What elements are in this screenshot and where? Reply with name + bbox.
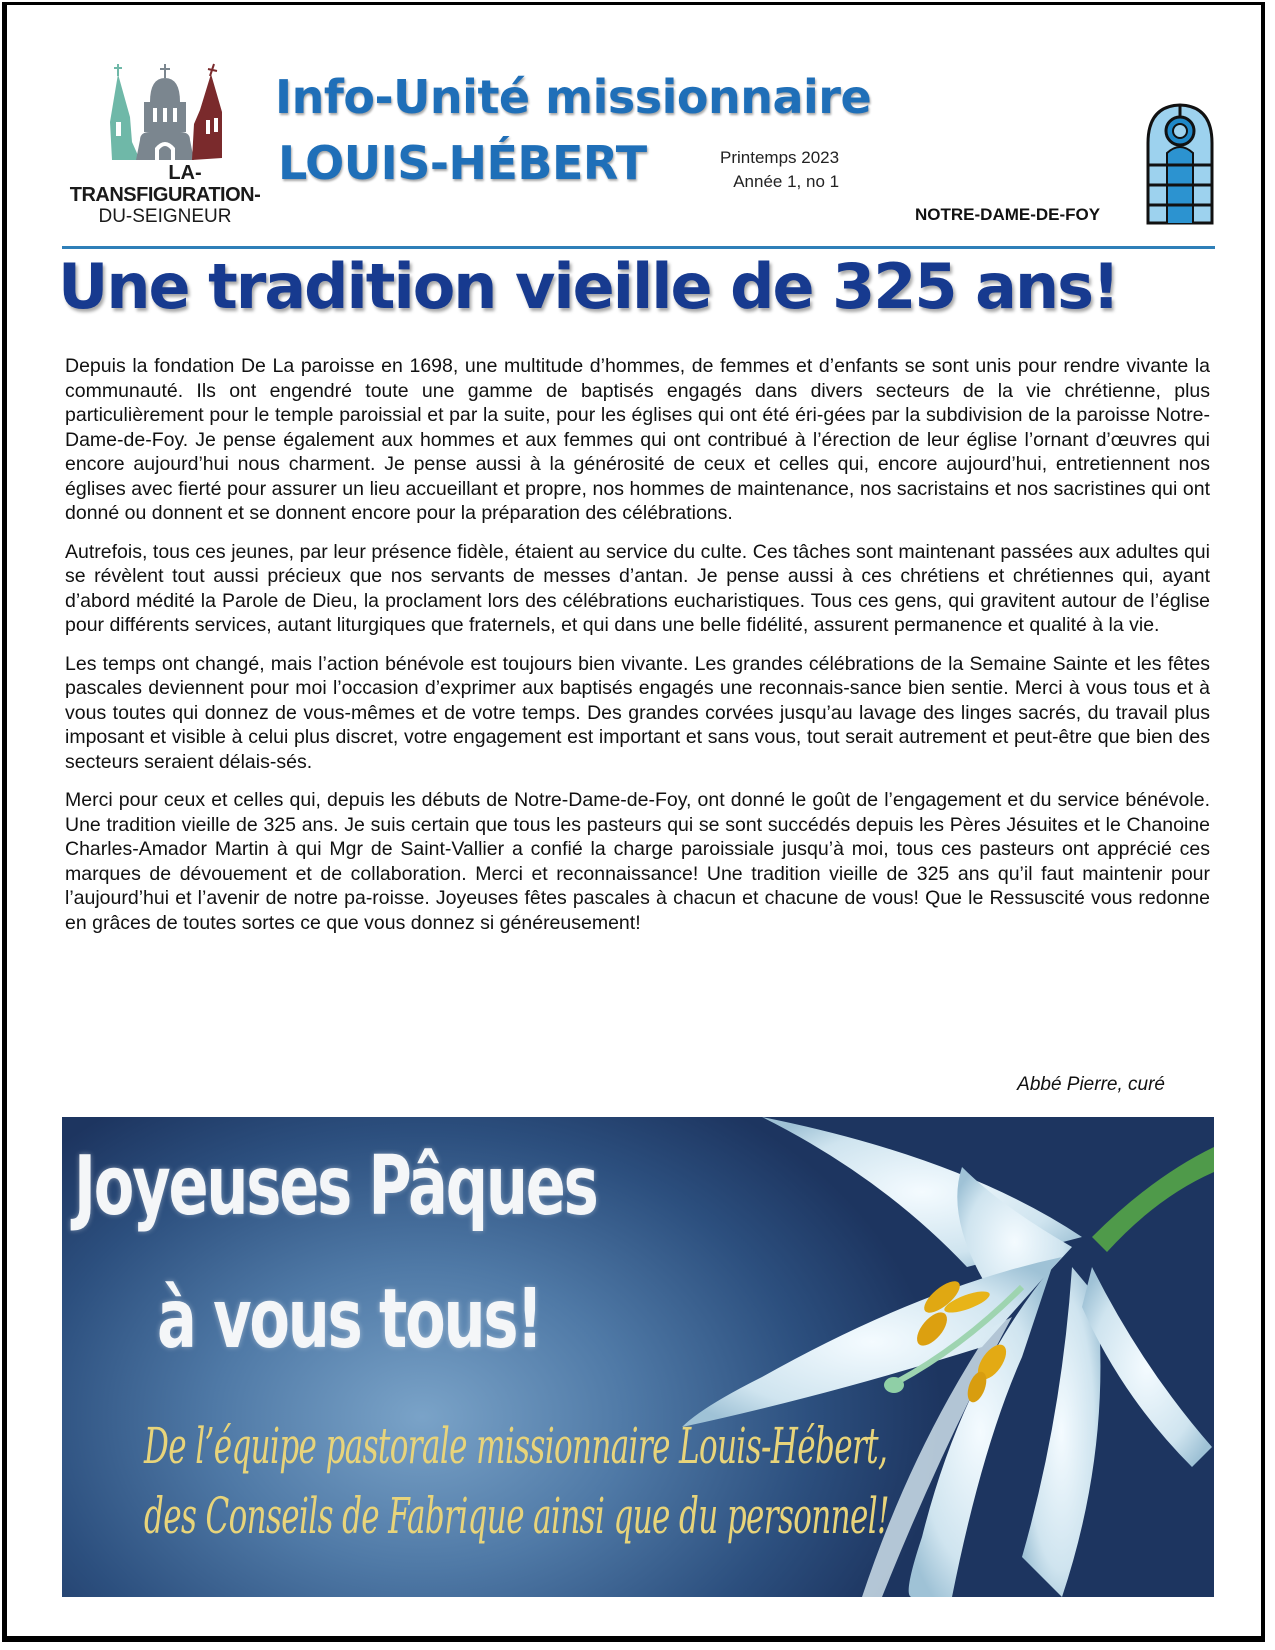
logo-line-3: DU-SEIGNEUR — [98, 206, 232, 227]
article-paragraph: Autrefois, tous ces jeunes, par leur présence fidèle, étaient au service du culte. Ces tâches sont maintenant passées aux adultes qui se révèlent tout aussi précieux que nos servants de messes d’antan. Je pense aussi à ces chrétiens et chrétiennes qui, ayant d’abord médité la Parole de Dieu, la proclament lors des célébrations eucharistiques. Tous ces gens, qui gravitent autour de l’église pour différents services, autant liturgiques que fraternels, et qui dans une belle fidélité, assurent permanence et qualité à la vie. — [65, 540, 1210, 636]
article-paragraph: Merci pour ceux et celles qui, depuis les débuts de Notre-Dame-de-Foy, ont donné le goût de l’engagement et du service bénévole. Une tradition vieille de 325 ans. Je suis certain que tous les pasteurs qui se sont succédés depuis les Pères Jésuites et le Chanoine Charles-Amador Martin à qui Mgr de Saint-Vallier a confié la charge paroissiale jusqu’à moi, tous ces pasteurs ont apprécié ces marques de dévouement et de collaboration. Merci et reconnaissance! Une tradition vieille de 325 ans qu’il faut maintenir pour l’aujourd’hui et l’avenir de notre pa-roisse. Joyeuses fêtes pascales à chacun et chacune de vous! Que le Ressuscité vous redonne en grâces de toutes sortes ce que vous donnez si généreusement! — [65, 789, 1210, 934]
logo-line-2: TRANSFIGURATION- — [69, 184, 261, 206]
easter-banner — [62, 1117, 1214, 1597]
article-body — [65, 354, 1210, 949]
logo-line-1: LA- — [168, 162, 202, 184]
banner-signoff-line-2: des Conseils de Fabrique ainsi que du personnel! — [144, 1487, 889, 1545]
article-signature: Abbé Pierre, curé — [1017, 1074, 1165, 1095]
article-paragraph: Depuis la fondation De La paroisse en 1698, une multitude d’hommes, de femmes et d’enfants se sont unis pour rendre vivante la communauté. Ils ont engendré toute une gamme de baptisés engagés dans divers secteurs de la vie chrétienne, plus particulièrement pour le temple paroissial et par la suite, pour les églises qui ont été éri-gées par la subdivision de la paroisse Notre-Dame-de-Foy. Je pense également aux hommes et aux femmes qui ont contribué à l’érection de leur église l’ornant d’œuvres qui encore aujourd’hui nous charment. Je pense aussi à la générosité de ceux et celles qui, encore aujourd’hui, entretiennent nos églises avec fierté pour assurer un lieu accueillant et propre, nos hommes de maintenance, nos sacristains et nos sacristines qui ont donné ou donnent et se donnent encore pour la préparation des célébrations. — [65, 355, 1210, 524]
header-divider — [62, 246, 1215, 249]
parish-name: NOTRE-DAME-DE-FOY — [915, 205, 1101, 224]
banner-greeting-line-1: Joyeuses Pâques — [74, 1139, 597, 1234]
church-steeples-icon — [110, 62, 225, 172]
banner-greeting-line-2: à vous tous! — [157, 1272, 542, 1367]
issue-number: Année 1, no 1 — [733, 172, 840, 191]
stained-glass-window-icon — [1145, 103, 1215, 225]
newsletter-title-line-1: Info-Unité missionnaire — [275, 70, 872, 124]
transfiguration-logo — [55, 62, 275, 232]
article-headline: Une tradition vieille de 325 ans! — [58, 250, 1119, 323]
banner-signoff-line-1: De l’équipe pastorale missionnaire Louis-Hébert, — [144, 1417, 888, 1475]
issue-info — [720, 146, 839, 194]
logo-wordmark — [55, 162, 275, 228]
article-paragraph: Les temps ont changé, mais l’action bénévole est toujours bien vivante. Les grandes célébrations de la Semaine Sainte et les fêtes pascales deviennent pour moi l’occasion d’exprimer aux baptisés engagés une reconnais-sance bien sentie. Merci à vous tous et à vous toutes qui donnez de vous-mêmes et de votre temps. Des grandes corvées jusqu’au lavage des linges sacrés, du travail plus imposant et visible à celui plus discret, votre engagement est important et sans vous, tout serait autrement et peut-être que bien des secteurs seraient délais-sés. — [65, 652, 1210, 773]
newsletter-title-line-2: LOUIS-HÉBERT — [278, 136, 647, 190]
issue-season: Printemps 2023 — [720, 148, 840, 167]
